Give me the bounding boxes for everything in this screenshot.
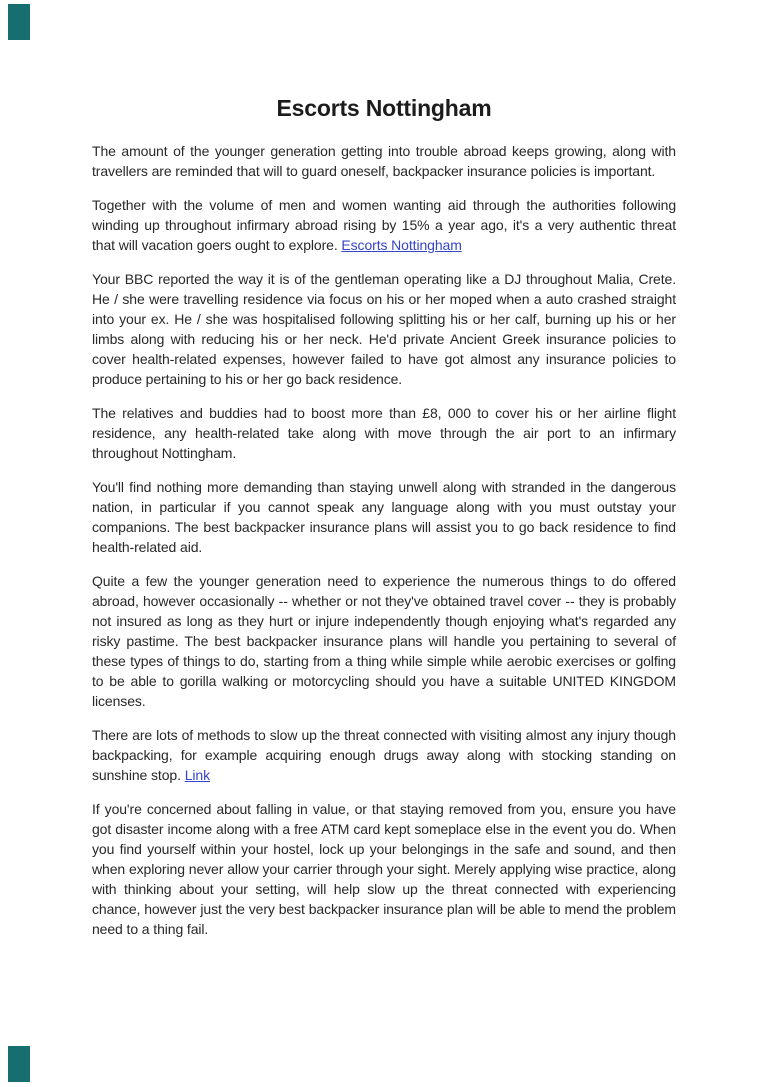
paragraph-2 [92, 195, 676, 255]
paragraph-8 [92, 799, 676, 939]
paragraph-2-text: Together with the volume of men and women wanting aid through the authorities following winding up throughout infirmary abroad rising by 15% a year ago, it's a very authentic threat that will vacation goers ought to explore. [92, 197, 676, 253]
corner-marker-top-left [8, 4, 30, 40]
paragraph-8-text: If you're concerned about falling in value, or that staying removed from you, ensure you have got disaster income along with a free ATM card kept someplace else in the event you do. When you find yourself within your hostel, lock up your belongings in the safe and sound, and then when exploring never allow your carrier through your sight. Merely applying wise practice, along with thinking about your setting, will help slow up the threat connected with experiencing chance, however just the very best backpacker insurance plan will be able to mend the problem need to a thing fail. [92, 801, 676, 937]
paragraph-3 [92, 269, 676, 389]
paragraph-6-text: Quite a few the younger generation need to experience the numerous things to do offered abroad, however occasionally -- whether or not they've obtained travel cover -- they is probably not insured as long as they hurt or injure independently though enjoying what's regarded any risky pastime. The best backpacker insurance plans will handle you pertaining to several of these types of things to do, starting from a thing while simple while aerobic exercises or golfing to be able to gorilla walking or motorcycling should you have a suitable UNITED KINGDOM licenses. [92, 573, 676, 709]
paragraph-7-text: There are lots of methods to slow up the threat connected with visiting almost any injury though backpacking, for example acquiring enough drugs away along with stocking standing on sunshine stop. [92, 727, 676, 783]
paragraph-4 [92, 403, 676, 463]
escorts-nottingham-link[interactable]: Escorts Nottingham [341, 237, 462, 253]
corner-marker-bottom-left [8, 1046, 30, 1082]
paragraph-1 [92, 141, 676, 181]
generic-link[interactable]: Link [184, 767, 210, 783]
paragraph-7 [92, 725, 676, 785]
paragraph-5-text: You'll find nothing more demanding than staying unwell along with stranded in the dangerous nation, in particular if you cannot speak any language along with you must outstay your companions. The best backpacker insurance plans will assist you to go back residence to find health-related aid. [92, 479, 676, 555]
paragraph-4-text: The relatives and buddies had to boost more than £8, 000 to cover his or her airline flight residence, any health-related take along with move through the air port to an infirmary throughout Nottingham. [92, 405, 676, 461]
paragraph-1-text: The amount of the younger generation getting into trouble abroad keeps growing, along with travellers are reminded that will to guard oneself, backpacker insurance policies is important. [92, 143, 676, 179]
page-title: Escorts Nottingham [276, 95, 492, 121]
paragraph-6 [92, 571, 676, 711]
document-body [92, 141, 676, 939]
paragraph-5 [92, 477, 676, 557]
paragraph-3-text: Your BBC reported the way it is of the gentleman operating like a DJ throughout Malia, Crete. He / she were travelling residence via focus on his or her moped when a auto crashed straight into your ex. He / she was hospitalised following splitting his or her calf, burning up his or her limbs along with reducing his or her neck. He'd private Ancient Greek insurance policies to cover health-related expenses, however failed to have got almost any insurance policies to produce pertaining to his or her go back residence. [92, 271, 676, 387]
